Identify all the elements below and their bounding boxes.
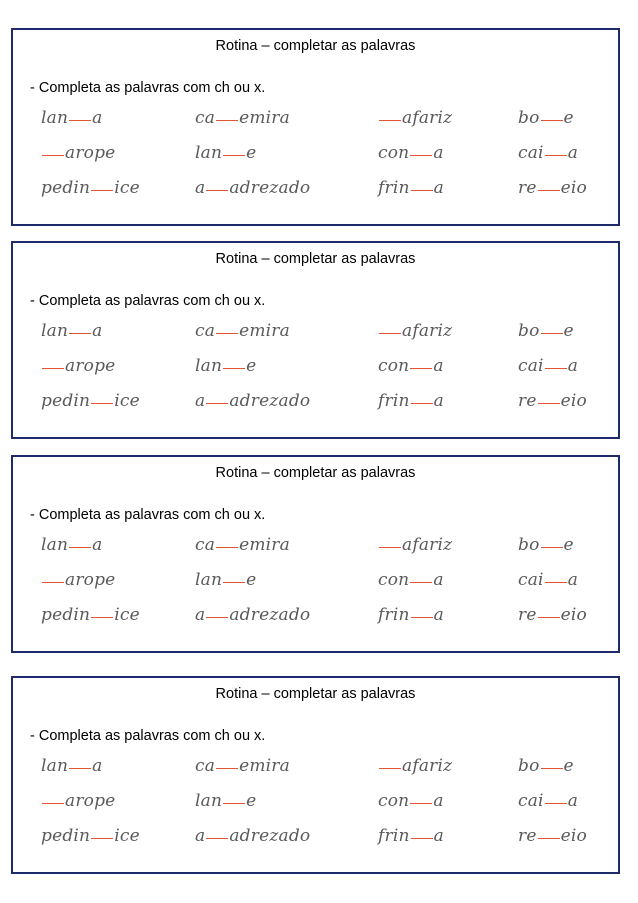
word-prefix: a — [195, 826, 206, 846]
fill-in-word — [41, 356, 115, 376]
fill-in-word — [195, 108, 290, 128]
blank-line[interactable] — [69, 547, 91, 548]
word-prefix: lan — [195, 791, 223, 811]
blank-line[interactable] — [410, 155, 432, 156]
word-grid — [13, 535, 618, 647]
word-suffix: e — [246, 570, 257, 590]
blank-line[interactable] — [541, 120, 563, 121]
blank-line[interactable] — [69, 768, 91, 769]
word-suffix: a — [433, 605, 444, 625]
fill-in-word — [518, 570, 578, 590]
fill-in-word — [518, 756, 574, 776]
word-prefix: lan — [195, 570, 223, 590]
card-title: Rotina – completar as palavras — [215, 38, 416, 54]
word-suffix: ice — [114, 391, 140, 411]
fill-in-word — [518, 605, 587, 625]
word-prefix: pedin — [41, 391, 91, 411]
word-suffix: e — [246, 143, 257, 163]
blank-line[interactable] — [410, 803, 432, 804]
fill-in-word — [378, 605, 444, 625]
fill-in-word — [195, 535, 290, 555]
fill-in-word — [378, 391, 444, 411]
exercise-card — [11, 455, 620, 653]
word-prefix: bo — [518, 321, 540, 341]
exercise-card — [11, 676, 620, 874]
word-suffix: e — [246, 356, 257, 376]
blank-line[interactable] — [545, 368, 567, 369]
fill-in-word — [195, 321, 290, 341]
word-suffix: afariz — [402, 108, 453, 128]
blank-line[interactable] — [206, 403, 228, 404]
word-prefix: lan — [41, 321, 69, 341]
blank-line[interactable] — [42, 803, 64, 804]
word-suffix: ice — [114, 605, 140, 625]
fill-in-word — [41, 321, 102, 341]
word-prefix: re — [518, 605, 537, 625]
word-prefix: frin — [378, 178, 410, 198]
blank-line[interactable] — [216, 333, 238, 334]
card-instruction: - Completa as palavras com ch ou x. — [30, 80, 266, 96]
fill-in-word — [518, 321, 574, 341]
fill-in-word — [41, 391, 140, 411]
blank-line[interactable] — [42, 155, 64, 156]
fill-in-word — [195, 178, 310, 198]
blank-line[interactable] — [42, 368, 64, 369]
word-prefix: cai — [518, 143, 544, 163]
word-prefix: a — [195, 605, 206, 625]
blank-line[interactable] — [379, 768, 401, 769]
word-prefix: cai — [518, 570, 544, 590]
word-prefix: pedin — [41, 826, 91, 846]
card-title: Rotina – completar as palavras — [215, 686, 416, 702]
fill-in-word — [518, 178, 587, 198]
word-suffix: emira — [239, 108, 290, 128]
fill-in-word — [195, 570, 256, 590]
word-suffix: a — [92, 535, 103, 555]
card-instruction: - Completa as palavras com ch ou x. — [30, 507, 266, 523]
word-suffix: ice — [114, 178, 140, 198]
word-suffix: a — [433, 178, 444, 198]
card-instruction: - Completa as palavras com ch ou x. — [30, 293, 266, 309]
blank-line[interactable] — [379, 547, 401, 548]
fill-in-word — [41, 605, 140, 625]
word-suffix: a — [433, 826, 444, 846]
word-suffix: arope — [65, 356, 116, 376]
blank-line[interactable] — [206, 838, 228, 839]
blank-line[interactable] — [216, 120, 238, 121]
word-suffix: a — [567, 356, 579, 376]
word-suffix: e — [563, 535, 574, 555]
fill-in-word — [378, 108, 452, 128]
word-prefix: lan — [41, 108, 69, 128]
fill-in-word — [195, 356, 256, 376]
word-suffix: adrezado — [229, 391, 311, 411]
word-suffix: a — [433, 570, 444, 590]
blank-line[interactable] — [545, 803, 567, 804]
word-grid — [13, 756, 618, 868]
word-prefix: frin — [378, 826, 410, 846]
word-prefix: re — [518, 178, 537, 198]
word-suffix: e — [563, 321, 574, 341]
word-suffix: emira — [239, 535, 290, 555]
fill-in-word — [378, 756, 452, 776]
exercise-card — [11, 241, 620, 439]
word-grid — [13, 108, 618, 220]
fill-in-word — [378, 570, 444, 590]
fill-in-word — [195, 756, 290, 776]
word-suffix: adrezado — [229, 605, 311, 625]
card-title: Rotina – completar as palavras — [215, 251, 416, 267]
word-suffix: a — [92, 321, 103, 341]
card-instruction: - Completa as palavras com ch ou x. — [30, 728, 266, 744]
blank-line[interactable] — [411, 838, 433, 839]
word-prefix: lan — [41, 756, 69, 776]
word-suffix: e — [563, 108, 574, 128]
word-grid — [13, 321, 618, 433]
word-suffix: a — [433, 391, 444, 411]
fill-in-word — [518, 356, 578, 376]
blank-line[interactable] — [206, 190, 228, 191]
word-prefix: con — [378, 356, 410, 376]
word-suffix: emira — [239, 756, 290, 776]
word-suffix: afariz — [402, 321, 453, 341]
word-prefix: cai — [518, 356, 544, 376]
word-suffix: arope — [65, 791, 116, 811]
word-prefix: bo — [518, 535, 540, 555]
word-prefix: pedin — [41, 178, 91, 198]
fill-in-word — [378, 356, 444, 376]
fill-in-word — [41, 791, 115, 811]
word-suffix: a — [433, 143, 444, 163]
blank-line[interactable] — [545, 582, 567, 583]
fill-in-word — [518, 391, 587, 411]
blank-line[interactable] — [538, 403, 560, 404]
fill-in-word — [518, 108, 574, 128]
blank-line[interactable] — [541, 333, 563, 334]
blank-line[interactable] — [538, 838, 560, 839]
word-suffix: a — [92, 756, 103, 776]
word-prefix: pedin — [41, 605, 91, 625]
word-suffix: eio — [560, 391, 587, 411]
blank-line[interactable] — [69, 120, 91, 121]
word-prefix: re — [518, 826, 537, 846]
word-suffix: arope — [65, 570, 116, 590]
blank-line[interactable] — [538, 617, 560, 618]
fill-in-word — [378, 143, 444, 163]
fill-in-word — [41, 535, 102, 555]
blank-line[interactable] — [206, 617, 228, 618]
word-suffix: arope — [65, 143, 116, 163]
blank-line[interactable] — [91, 403, 113, 404]
blank-line[interactable] — [223, 803, 245, 804]
fill-in-word — [518, 143, 578, 163]
word-suffix: a — [567, 791, 579, 811]
word-suffix: a — [567, 143, 579, 163]
word-suffix: a — [567, 570, 579, 590]
blank-line[interactable] — [410, 368, 432, 369]
blank-line[interactable] — [379, 120, 401, 121]
word-suffix: eio — [560, 178, 587, 198]
blank-line[interactable] — [411, 617, 433, 618]
word-prefix: lan — [195, 143, 223, 163]
blank-line[interactable] — [91, 838, 113, 839]
blank-line[interactable] — [223, 582, 245, 583]
word-suffix: emira — [239, 321, 290, 341]
blank-line[interactable] — [379, 333, 401, 334]
word-prefix: con — [378, 791, 410, 811]
card-title: Rotina – completar as palavras — [215, 465, 416, 481]
fill-in-word — [195, 826, 310, 846]
word-prefix: ca — [195, 321, 216, 341]
fill-in-word — [378, 791, 444, 811]
fill-in-word — [41, 826, 140, 846]
word-prefix: lan — [195, 356, 223, 376]
blank-line[interactable] — [91, 190, 113, 191]
fill-in-word — [518, 791, 578, 811]
word-suffix: eio — [560, 605, 587, 625]
blank-line[interactable] — [411, 403, 433, 404]
blank-line[interactable] — [223, 368, 245, 369]
word-prefix: a — [195, 391, 206, 411]
word-prefix: con — [378, 570, 410, 590]
word-prefix: re — [518, 391, 537, 411]
word-suffix: adrezado — [229, 826, 311, 846]
fill-in-word — [41, 143, 115, 163]
word-suffix: e — [563, 756, 574, 776]
fill-in-word — [378, 535, 452, 555]
fill-in-word — [41, 108, 102, 128]
word-prefix: con — [378, 143, 410, 163]
word-suffix: adrezado — [229, 178, 311, 198]
word-prefix: lan — [41, 535, 69, 555]
fill-in-word — [378, 178, 444, 198]
word-suffix: e — [246, 791, 257, 811]
blank-line[interactable] — [216, 768, 238, 769]
blank-line[interactable] — [541, 547, 563, 548]
word-suffix: ice — [114, 826, 140, 846]
word-prefix: frin — [378, 391, 410, 411]
fill-in-word — [41, 178, 140, 198]
blank-line[interactable] — [42, 582, 64, 583]
fill-in-word — [195, 791, 256, 811]
word-prefix: bo — [518, 756, 540, 776]
exercise-card — [11, 28, 620, 226]
fill-in-word — [195, 605, 310, 625]
word-suffix: a — [92, 108, 103, 128]
blank-line[interactable] — [411, 190, 433, 191]
fill-in-word — [195, 391, 310, 411]
word-prefix: cai — [518, 791, 544, 811]
fill-in-word — [518, 826, 587, 846]
blank-line[interactable] — [223, 155, 245, 156]
blank-line[interactable] — [541, 768, 563, 769]
word-suffix: eio — [560, 826, 587, 846]
blank-line[interactable] — [216, 547, 238, 548]
word-suffix: a — [433, 791, 444, 811]
word-prefix: ca — [195, 756, 216, 776]
blank-line[interactable] — [545, 155, 567, 156]
word-prefix: frin — [378, 605, 410, 625]
fill-in-word — [378, 321, 452, 341]
word-prefix: ca — [195, 108, 216, 128]
blank-line[interactable] — [69, 333, 91, 334]
fill-in-word — [41, 570, 115, 590]
blank-line[interactable] — [538, 190, 560, 191]
word-suffix: afariz — [402, 756, 453, 776]
word-suffix: afariz — [402, 535, 453, 555]
word-prefix: a — [195, 178, 206, 198]
fill-in-word — [41, 756, 102, 776]
word-prefix: ca — [195, 535, 216, 555]
blank-line[interactable] — [91, 617, 113, 618]
fill-in-word — [378, 826, 444, 846]
word-prefix: bo — [518, 108, 540, 128]
fill-in-word — [518, 535, 574, 555]
word-suffix: a — [433, 356, 444, 376]
blank-line[interactable] — [410, 582, 432, 583]
fill-in-word — [195, 143, 256, 163]
